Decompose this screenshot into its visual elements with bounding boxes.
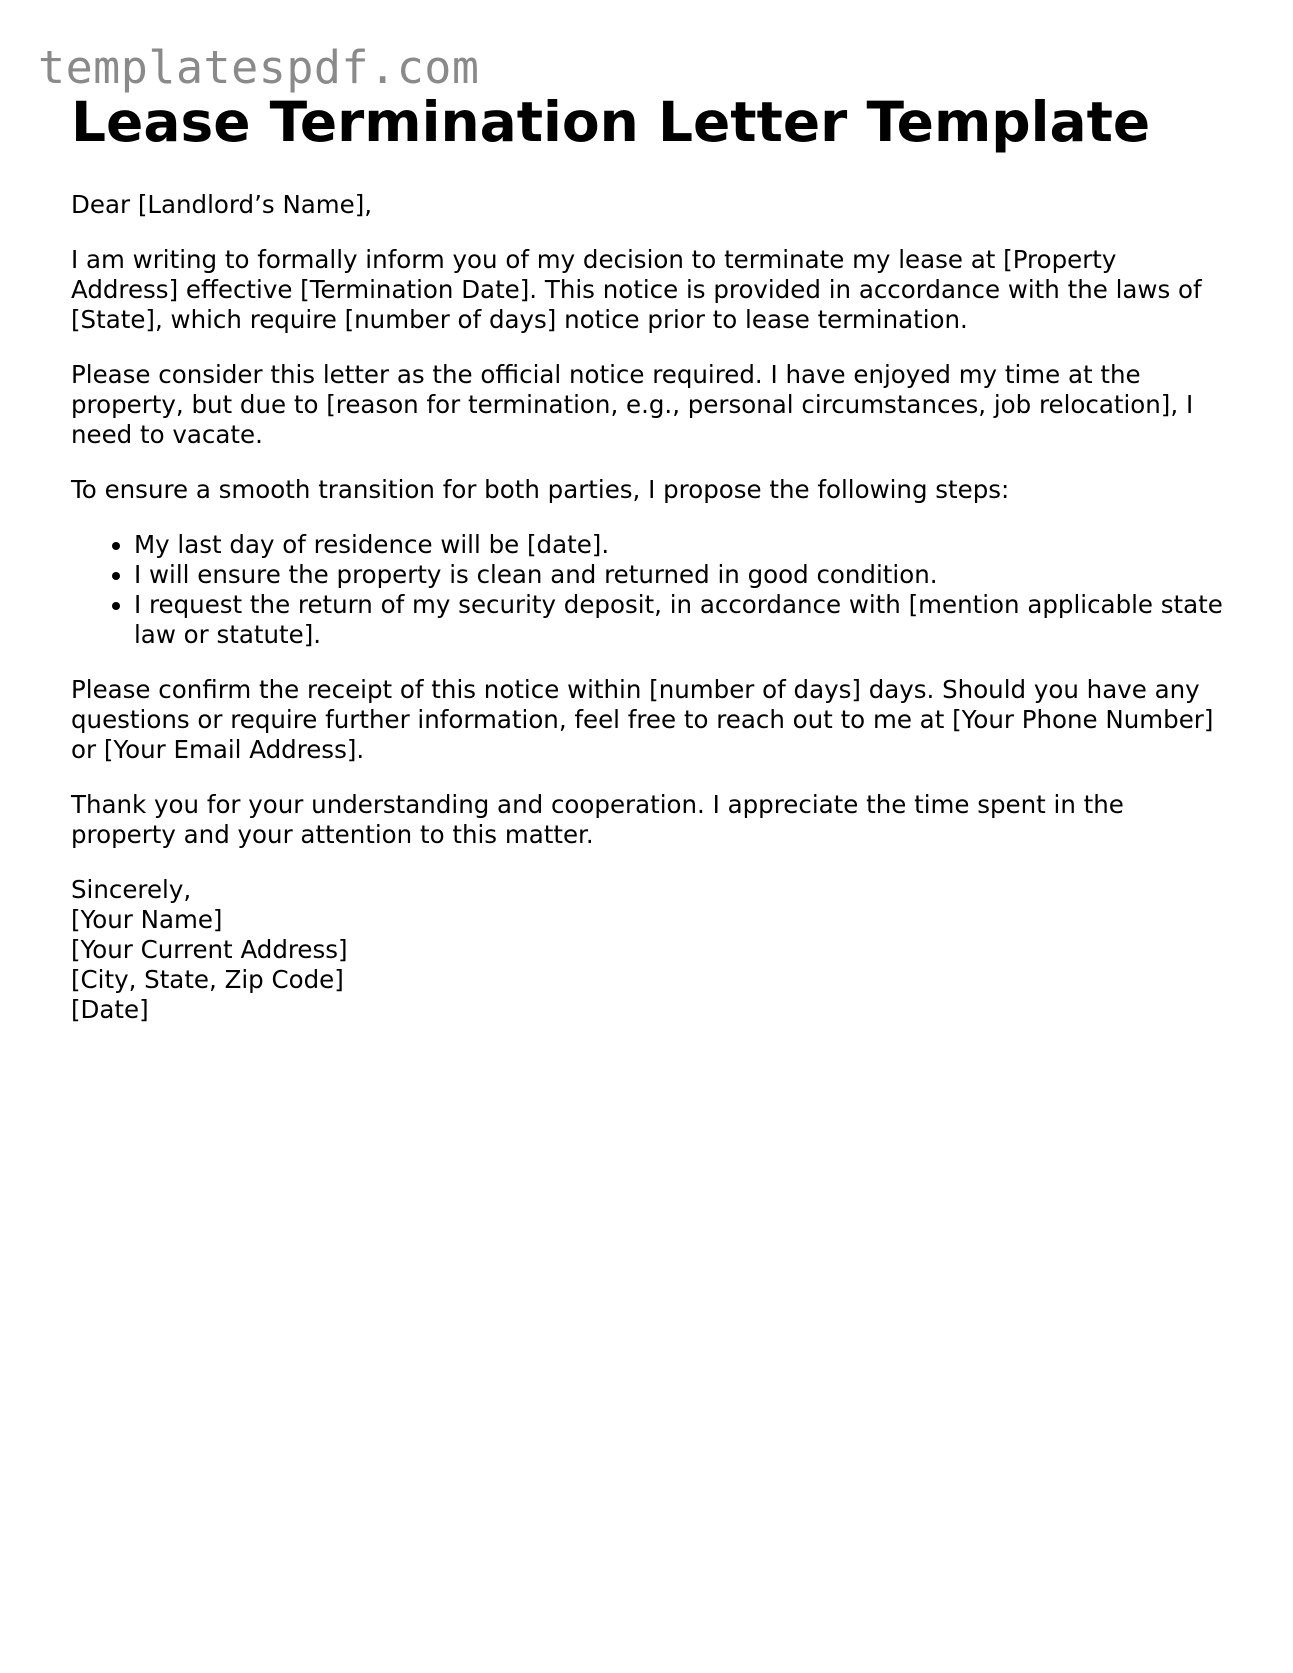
watermark-text: templatespdf.com: [38, 41, 480, 94]
paragraph-thanks: Thank you for your understanding and cooperation. I appreciate the time spent in the property and your attention to this matter.: [71, 790, 1124, 849]
document-title: Lease Termination Letter Template: [71, 90, 1151, 154]
sender-address: [Your Current Address]: [71, 935, 348, 964]
sender-name: [Your Name]: [71, 905, 223, 934]
paragraph-notice: I am writing to formally inform you of my decision to terminate my lease at [Property Address] effective [Termination Date]. This notice is provided in accordance with the laws of [State], which require [number of days] notice prior to lease termination.: [71, 245, 1202, 334]
paragraph-official-notice: Please consider this letter as the official notice required. I have enjoyed my time at the property, but due to [reason for termination, e.g., personal circumstances, job relocation], I need to vacate.: [71, 360, 1194, 449]
sender-city-state-zip: [City, State, Zip Code]: [71, 965, 344, 994]
letter-date: [Date]: [71, 995, 149, 1024]
list-item: • I will ensure the property is clean and returned in good condition.: [134, 560, 1231, 590]
letter-page: [71, 88, 1231, 1025]
signoff: Sincerely,: [71, 875, 192, 904]
salutation: Dear [Landlord’s Name],: [71, 190, 373, 219]
list-item: • My last day of residence will be [date].: [134, 530, 1231, 560]
signature-block: [71, 875, 1231, 1025]
steps-list: [71, 530, 1231, 650]
list-item: • I request the return of my security deposit, in accordance with [mention applicable state law or statute].: [134, 590, 1231, 650]
letter-body: [71, 190, 1231, 1025]
paragraph-steps-intro: To ensure a smooth transition for both parties, I propose the following steps:: [71, 475, 1010, 504]
paragraph-confirm-receipt: Please confirm the receipt of this notice within [number of days] days. Should you have any questions or require further information, feel free to reach out to me at [Your Phone Number] or [Your Email Address].: [71, 675, 1214, 764]
